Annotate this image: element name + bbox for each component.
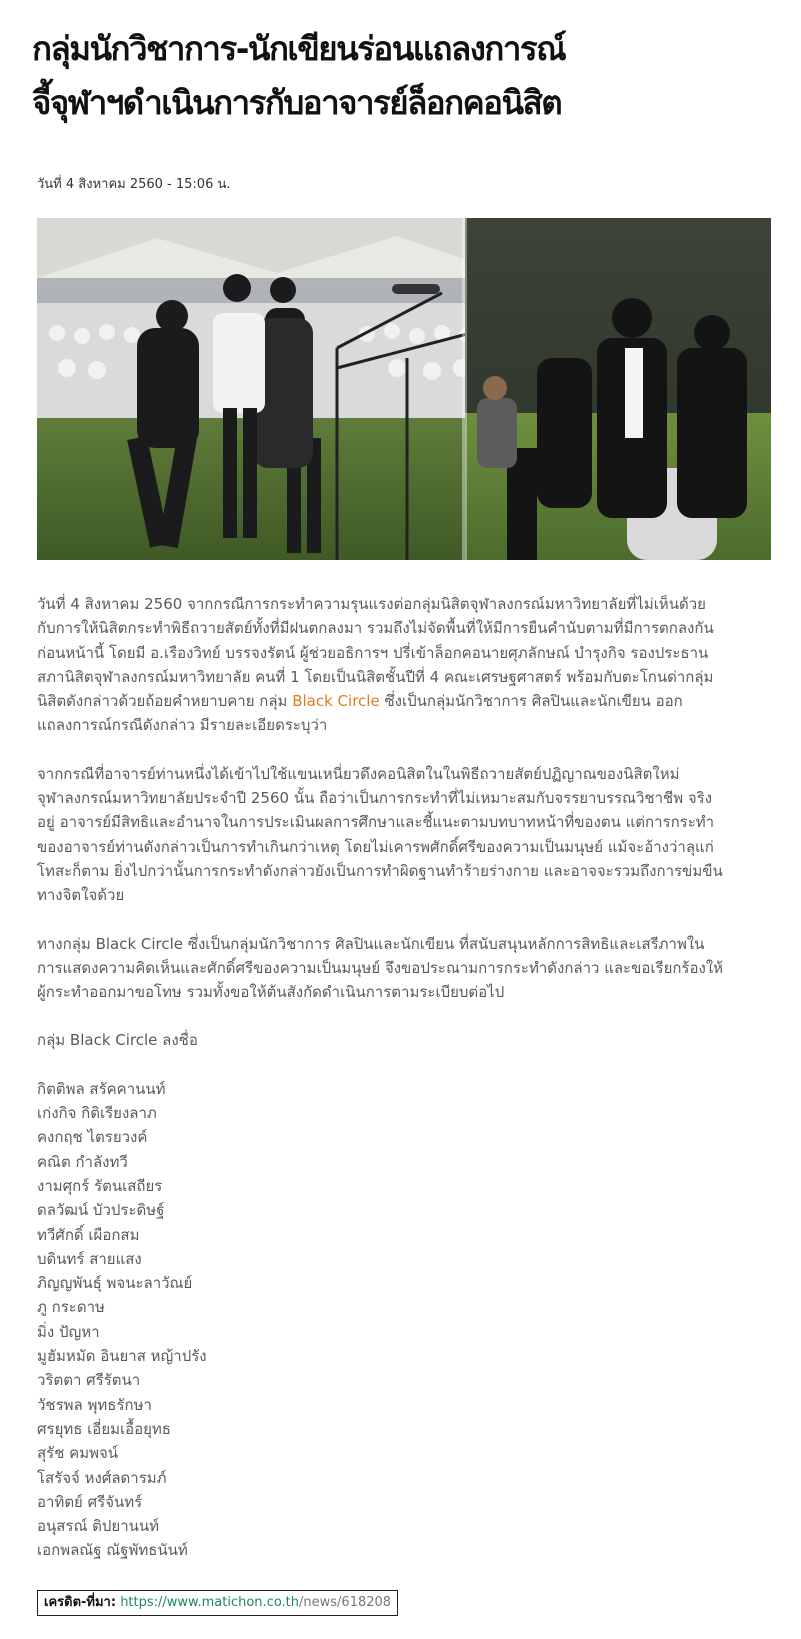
signer-name: บดินทร์ สายแสง: [37, 1249, 142, 1268]
paragraph-2-line-1: จากกรณีที่อาจารย์ท่านหนึ่งได้เข้าไปใช้แขนเหนี่ยวดึงคอนิสิตในในพิธีถวายสัตย์ปฏิญาณของนิสิตใหม่: [37, 764, 680, 783]
source-link[interactable]: [120, 1595, 391, 1610]
signer-name: กิตติพล สรัคคานนท์: [37, 1079, 166, 1098]
signer-name: คงกฤช ไตรยวงค์: [37, 1128, 148, 1147]
signer-name: เอกพลณัฐ ณัฐพัทธนันท์: [37, 1541, 188, 1560]
signer-name: เก่งกิจ กิติเรียงลาภ: [37, 1104, 157, 1123]
source-credit-box: [37, 1590, 398, 1616]
signer-name: สุรัช คมพจน์: [37, 1444, 119, 1463]
article-title-line-2: จี้จุฬาฯดำเนินการกับอาจารย์ล็อกคอนิสิต: [32, 83, 562, 122]
signer-list: [37, 1077, 777, 1563]
signer-name: โสรัจจ์ หงศ์ลดารมภ์: [37, 1468, 167, 1487]
paragraph-1-line-5: [37, 689, 777, 713]
source-link-host[interactable]: https://www.matichon.co.th: [120, 1595, 300, 1610]
signer-name: ทวีศักดิ์ เผือกสม: [37, 1225, 140, 1244]
source-link-path[interactable]: /news/618208: [299, 1595, 392, 1610]
paragraph-2-line-2: จุฬาลงกรณ์มหาวิทยาลัยประจำปี 2560 นั้น ถือว่าเป็นการกระทำที่ไม่เหมาะสมกับจรรยาบรรณวิชาชีพ จริง: [37, 789, 713, 808]
article-photo: [37, 218, 771, 560]
paragraph-1-line-2: กับการให้นิสิตกระทำพิธีถวายสัตย์ทั้งที่มีฝนตกลงมา รวมถึงไม่จัดพื้นที่ให้มีการยืนคำนับตามที่มีการตกลงกัน: [37, 619, 714, 638]
paragraph-1-line-4: สภานิสิตจุฬาลงกรณ์มหาวิทยาลัย คนที่ 1 โดยเป็นนิสิตชั้นปีที่ 4 คณะเศรษฐศาสตร์ พร้อมกับตะโกนด่ากลุ่ม: [37, 667, 714, 686]
signature-intro: กลุ่ม Black Circle ลงชื่อ: [37, 1031, 198, 1050]
paragraph-3-line-2: การแสดงความคิดเห็นและศักดิ์ศรีของความเป็นมนุษย์ จึงขอประณามการกระทำดังกล่าว และขอเรียกร้องให้: [37, 958, 724, 977]
signer-name: มูฮัมหมัด อินยาส หญ้าปรัง: [37, 1347, 207, 1366]
paragraph-1-line-1: วันที่ 4 สิงหาคม 2560 จากกรณีการกระทำความรุนแรงต่อกลุ่มนิสิตจุฬาลงกรณ์มหาวิทยาลัยที่ไม่เห็นด้วย: [37, 595, 706, 613]
signer-name: ภู กระดาษ: [37, 1298, 105, 1317]
paragraph-2-line-4: ของอาจารย์ท่านดังกล่าวเป็นการทำเกินกว่าเหตุ โดยไม่เคารพศักดิ์ศรีของความเป็นมนุษย์ แม้จะอ้างว่าลุแก่: [37, 837, 714, 856]
signer-name: คณิต กำลังทวี: [37, 1152, 128, 1171]
source-credit-label: เครดิต-ที่มา:: [44, 1595, 117, 1610]
article-paragraph-1: [37, 592, 777, 738]
signer-name: อนุสรณ์ ติปยานนท์: [37, 1517, 160, 1536]
signer-name: ศรยุทธ เอี่ยมเอื้อยุทธ: [37, 1419, 171, 1438]
article-body: [37, 592, 777, 1563]
paragraph-2-line-6: ทางจิตใจด้วย: [37, 886, 125, 905]
signer-name: มิ่ง ปัญหา: [37, 1322, 100, 1341]
article-title-line-1: กลุ่มนักวิชาการ-นักเขียนร่อนแถลงการณ์: [32, 29, 566, 68]
signer-name: ดลวัฒน์ บัวประดิษฐ์: [37, 1201, 165, 1220]
article-paragraph-3: [37, 932, 777, 1005]
paragraph-1-line-6: แถลงการณ์กรณีดังกล่าว มีรายละเอียดระบุว่า: [37, 716, 328, 735]
paragraph-1-text-after-link: ซึ่งเป็นกลุ่มนักวิชาการ ศิลปินและนักเขียน ออก: [379, 692, 683, 711]
signer-name: งามศุกร์ รัตนเสถียร: [37, 1176, 163, 1195]
signer-name: วริตตา ศรีรัตนา: [37, 1371, 141, 1390]
article-photo-image: [37, 218, 771, 560]
paragraph-3-line-1: ทางกลุ่ม Black Circle ซึ่งเป็นกลุ่มนักวิชาการ ศิลปินและนักเขียน ที่สนับสนุนหลักการสิทธิและเสรีภาพใน: [37, 934, 705, 953]
paragraph-1-line-3: ก่อนหน้านี้ โดยมี อ.เรืองวิทย์ บรรจงรัตน์ ผู้ช่วยอธิการฯ ปรี่เข้าล็อกคอนายศุภลักษณ์ บำรุงกิจ รองประธาน: [37, 643, 709, 662]
signer-name: ภิญญพันธุ์ พจนะลาวัณย์: [37, 1274, 193, 1293]
paragraph-2-line-3: อยู่ อาจารย์มีสิทธิและอำนาจในการประเมินผลการศึกษาและชี้แนะตามบทบาทหน้าที่ของตน แต่การกระทำ: [37, 813, 715, 832]
article-date: วันที่ 4 สิงหาคม 2560 - 15:06 น.: [37, 177, 231, 192]
paragraph-2-line-5: โทสะก็ตาม ยิ่งไปกว่านั้นการกระทำดังกล่าวยังเป็นการทำผิดฐานทำร้ายร่างกาย และอาจจะรวมถึงการข่มขืน: [37, 861, 723, 880]
article-paragraph-2: [37, 762, 777, 908]
paragraph-3-line-3: ผู้กระทำออกมาขอโทษ รวมทั้งขอให้ต้นสังกัดดำเนินการตามระเบียบต่อไป: [37, 983, 505, 1002]
black-circle-link[interactable]: Black Circle: [292, 692, 380, 711]
signer-name: อาทิตย์ ศรีจันทร์: [37, 1492, 143, 1511]
signer-name: วัชรพล พุทธรักษา: [37, 1395, 152, 1414]
paragraph-1-text-before-link: นิสิตดังกล่าวด้วยถ้อยคำหยาบคาย กลุ่ม: [37, 692, 293, 711]
article-title: [32, 22, 772, 130]
